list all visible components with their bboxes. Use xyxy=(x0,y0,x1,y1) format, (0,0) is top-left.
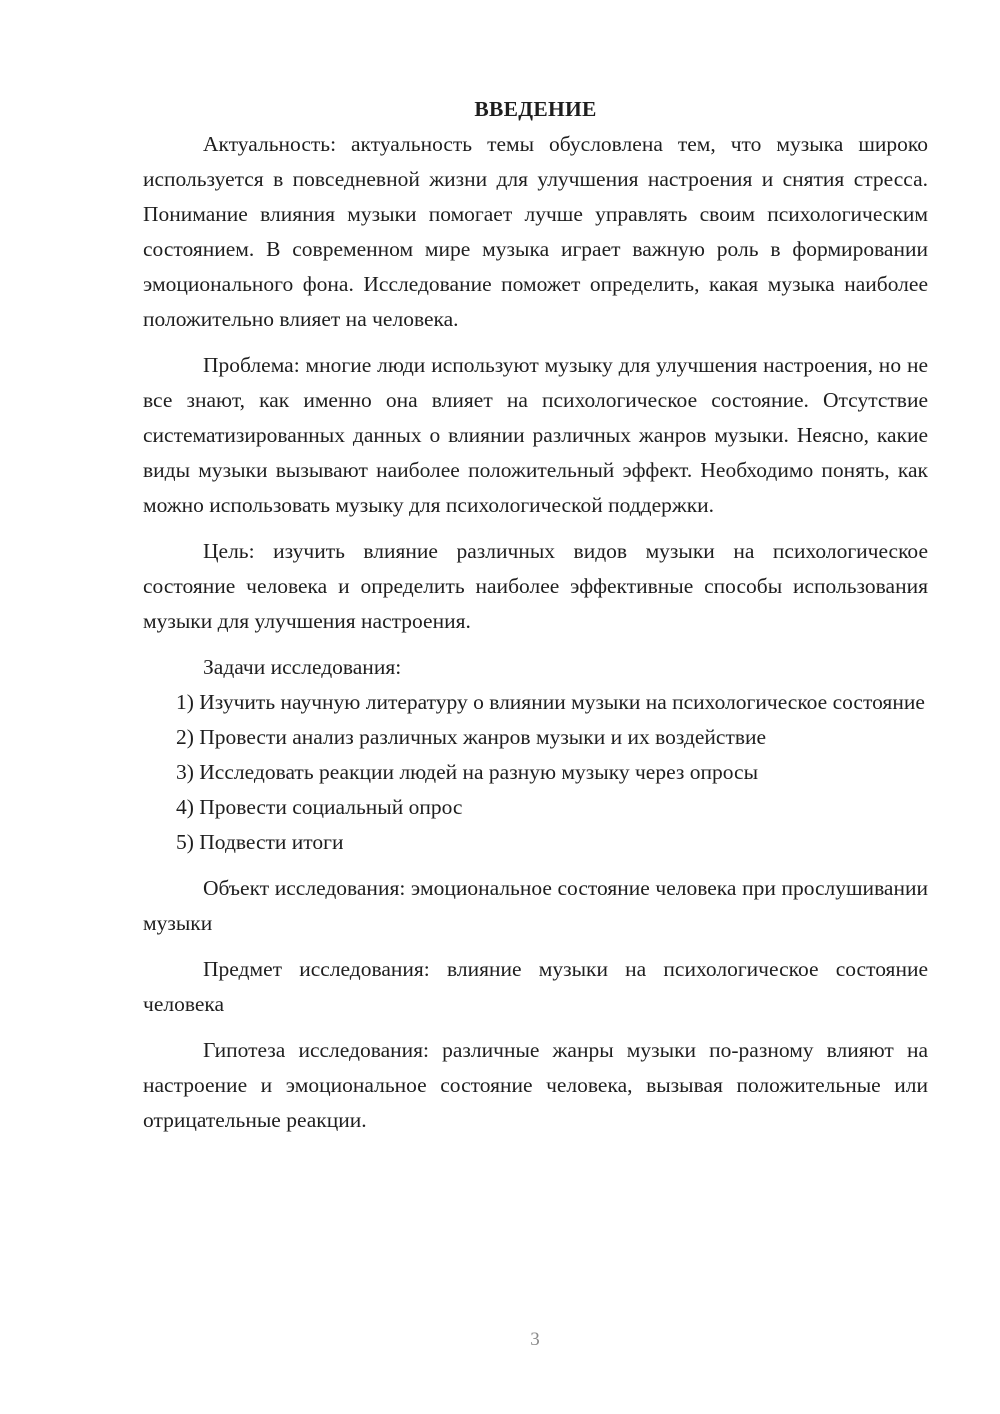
page-content xyxy=(143,92,928,1138)
problem-paragraph: Проблема: многие люди используют музыку для улучшения настроения, но не все знают, как именно она влияет на психологическое состояние. Отсутствие систематизированных данных о влиянии различных жанров музыки. Неясно, какие виды музыки вызывают наиболее положительный эффект. Необходимо понять, как можно использовать музыку для психологической поддержки. xyxy=(143,353,928,517)
subject-paragraph: Предмет исследования: влияние музыки на психологическое состояние человека xyxy=(143,957,928,1016)
task-item: 3) Исследовать реакции людей на разную музыку через опросы xyxy=(176,760,759,784)
tasks-heading: Задачи исследования: xyxy=(203,655,402,679)
task-item: 4) Провести социальный опрос xyxy=(176,795,463,819)
goal-paragraph: Цель: изучить влияние различных видов музыки на психологическое состояние человека и определить наиболее эффективные способы использования музыки для улучшения настроения. xyxy=(143,539,928,633)
object-paragraph: Объект исследования: эмоциональное состояние человека при прослушивании музыки xyxy=(143,876,928,935)
page-number: 3 xyxy=(530,1329,540,1350)
task-item: 2) Провести анализ различных жанров музыки и их воздействие xyxy=(176,725,767,749)
section-title: ВВЕДЕНИЕ xyxy=(474,97,597,121)
relevance-paragraph: Актуальность: актуальность темы обусловлена тем, что музыка широко используется в повседневной жизни для улучшения настроения и снятия стресса. Понимание влияния музыки помогает лучше управлять своим психологическим состоянием. В современном мире музыка играет важную роль в формировании эмоционального фона. Исследование поможет определить, какая музыка наиболее положительно влияет на человека. xyxy=(143,132,928,331)
task-item: 5) Подвести итоги xyxy=(176,830,344,854)
hypothesis-paragraph: Гипотеза исследования: различные жанры музыки по-разному влияют на настроение и эмоциональное состояние человека, вызывая положительные или отрицательные реакции. xyxy=(143,1038,928,1132)
task-item: 1) Изучить научную литературу о влиянии музыки на психологическое состояние xyxy=(176,690,925,714)
